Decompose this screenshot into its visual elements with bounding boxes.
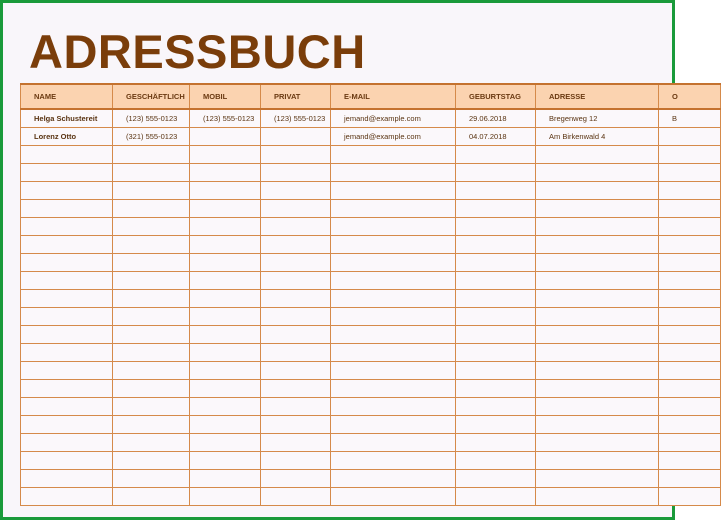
document-title: ADRESSBUCH [29, 25, 366, 78]
empty-cell[interactable] [190, 343, 261, 361]
empty-cell[interactable] [331, 199, 456, 217]
empty-cell[interactable] [113, 217, 190, 235]
empty-cell[interactable] [21, 145, 113, 163]
empty-cell[interactable] [113, 271, 190, 289]
empty-cell[interactable] [659, 487, 721, 505]
empty-cell[interactable] [261, 487, 331, 505]
empty-table-row [21, 235, 721, 253]
empty-cell[interactable] [331, 163, 456, 181]
empty-cell[interactable] [190, 145, 261, 163]
cell-address[interactable]: Am Birkenwald 4 [536, 127, 659, 145]
cell-birthday[interactable]: 29.06.2018 [456, 109, 536, 127]
empty-cell[interactable] [456, 181, 536, 199]
empty-cell[interactable] [21, 163, 113, 181]
empty-cell[interactable] [331, 487, 456, 505]
empty-cell[interactable] [261, 289, 331, 307]
empty-cell[interactable] [331, 415, 456, 433]
table-header-row [21, 84, 721, 109]
empty-table-row [21, 343, 721, 361]
empty-cell[interactable] [190, 433, 261, 451]
empty-cell[interactable] [659, 379, 721, 397]
empty-cell[interactable] [456, 145, 536, 163]
empty-table-row [21, 469, 721, 487]
empty-cell[interactable] [659, 415, 721, 433]
empty-cell[interactable] [331, 235, 456, 253]
cell-home-phone[interactable]: (123) 555-0123 [261, 109, 331, 127]
cell-business-phone[interactable]: (321) 555-0123 [113, 127, 190, 145]
empty-cell[interactable] [190, 199, 261, 217]
empty-cell[interactable] [331, 451, 456, 469]
empty-table-row [21, 217, 721, 235]
empty-cell[interactable] [190, 379, 261, 397]
empty-cell[interactable] [261, 181, 331, 199]
empty-cell[interactable] [21, 235, 113, 253]
empty-cell[interactable] [190, 181, 261, 199]
empty-cell[interactable] [456, 343, 536, 361]
empty-cell[interactable] [659, 343, 721, 361]
table-row [21, 109, 721, 127]
empty-cell[interactable] [21, 343, 113, 361]
empty-cell[interactable] [113, 343, 190, 361]
empty-cell[interactable] [261, 343, 331, 361]
column-header-business-phone[interactable]: GESCHÄFTLICH [113, 84, 190, 109]
empty-cell[interactable] [261, 253, 331, 271]
empty-cell[interactable] [21, 217, 113, 235]
cell-truncated[interactable]: B [659, 109, 721, 127]
empty-cell[interactable] [190, 487, 261, 505]
empty-table-row [21, 361, 721, 379]
empty-cell[interactable] [659, 181, 721, 199]
empty-cell[interactable] [21, 469, 113, 487]
address-table [20, 83, 721, 506]
empty-cell[interactable] [21, 433, 113, 451]
empty-cell[interactable] [536, 235, 659, 253]
empty-cell[interactable] [190, 325, 261, 343]
empty-table-row [21, 451, 721, 469]
empty-cell[interactable] [331, 469, 456, 487]
empty-cell[interactable] [456, 433, 536, 451]
cell-business-phone[interactable]: (123) 555-0123 [113, 109, 190, 127]
empty-cell[interactable] [261, 361, 331, 379]
empty-cell[interactable] [21, 271, 113, 289]
empty-cell[interactable] [331, 343, 456, 361]
column-header-truncated[interactable]: O [659, 84, 721, 109]
address-table-container [20, 83, 720, 506]
empty-cell[interactable] [659, 253, 721, 271]
empty-cell[interactable] [536, 469, 659, 487]
cell-mobile[interactable]: (123) 555-0123 [190, 109, 261, 127]
empty-cell[interactable] [536, 397, 659, 415]
empty-cell[interactable] [21, 451, 113, 469]
empty-cell[interactable] [190, 397, 261, 415]
empty-cell[interactable] [536, 181, 659, 199]
empty-cell[interactable] [113, 397, 190, 415]
empty-cell[interactable] [456, 307, 536, 325]
empty-cell[interactable] [21, 361, 113, 379]
empty-cell[interactable] [113, 361, 190, 379]
empty-cell[interactable] [456, 199, 536, 217]
empty-table-row [21, 397, 721, 415]
empty-cell[interactable] [21, 307, 113, 325]
empty-cell[interactable] [113, 325, 190, 343]
empty-cell[interactable] [536, 325, 659, 343]
empty-cell[interactable] [456, 361, 536, 379]
empty-cell[interactable] [261, 325, 331, 343]
cell-email[interactable]: jemand@example.com [331, 127, 456, 145]
empty-table-row [21, 289, 721, 307]
empty-cell[interactable] [21, 487, 113, 505]
empty-table-row [21, 145, 721, 163]
empty-cell[interactable] [659, 307, 721, 325]
empty-cell[interactable] [21, 415, 113, 433]
empty-cell[interactable] [21, 199, 113, 217]
empty-cell[interactable] [331, 181, 456, 199]
empty-cell[interactable] [456, 487, 536, 505]
empty-cell[interactable] [113, 181, 190, 199]
empty-cell[interactable] [190, 451, 261, 469]
empty-table-row [21, 379, 721, 397]
empty-cell[interactable] [261, 433, 331, 451]
empty-cell[interactable] [261, 307, 331, 325]
empty-cell[interactable] [456, 397, 536, 415]
empty-cell[interactable] [190, 163, 261, 181]
cell-truncated[interactable] [659, 127, 721, 145]
empty-cell[interactable] [456, 271, 536, 289]
empty-cell[interactable] [659, 451, 721, 469]
empty-cell[interactable] [113, 487, 190, 505]
column-header-name[interactable]: NAME [21, 84, 113, 109]
empty-cell[interactable] [113, 289, 190, 307]
empty-cell[interactable] [261, 451, 331, 469]
empty-cell[interactable] [261, 163, 331, 181]
empty-cell[interactable] [190, 415, 261, 433]
empty-cell[interactable] [21, 289, 113, 307]
empty-cell[interactable] [659, 433, 721, 451]
empty-cell[interactable] [113, 433, 190, 451]
empty-cell[interactable] [659, 235, 721, 253]
empty-cell[interactable] [659, 325, 721, 343]
empty-cell[interactable] [659, 217, 721, 235]
empty-cell[interactable] [331, 307, 456, 325]
empty-cell[interactable] [456, 289, 536, 307]
empty-cell[interactable] [536, 451, 659, 469]
empty-cell[interactable] [261, 469, 331, 487]
empty-cell[interactable] [113, 199, 190, 217]
cell-home-phone[interactable] [261, 127, 331, 145]
empty-table-row [21, 325, 721, 343]
column-header-address[interactable]: ADRESSE [536, 84, 659, 109]
empty-cell[interactable] [536, 307, 659, 325]
empty-cell[interactable] [536, 271, 659, 289]
empty-cell[interactable] [536, 379, 659, 397]
empty-cell[interactable] [536, 433, 659, 451]
empty-cell[interactable] [190, 469, 261, 487]
empty-cell[interactable] [659, 397, 721, 415]
empty-cell[interactable] [536, 415, 659, 433]
empty-cell[interactable] [261, 271, 331, 289]
empty-cell[interactable] [456, 415, 536, 433]
empty-cell[interactable] [536, 361, 659, 379]
empty-cell[interactable] [190, 307, 261, 325]
empty-cell[interactable] [456, 451, 536, 469]
empty-table-row [21, 253, 721, 271]
empty-cell[interactable] [331, 325, 456, 343]
empty-cell[interactable] [113, 379, 190, 397]
empty-cell[interactable] [331, 217, 456, 235]
empty-cell[interactable] [536, 253, 659, 271]
empty-cell[interactable] [331, 379, 456, 397]
empty-table-row [21, 163, 721, 181]
empty-cell[interactable] [261, 415, 331, 433]
empty-cell[interactable] [113, 235, 190, 253]
cell-mobile[interactable] [190, 127, 261, 145]
empty-cell[interactable] [261, 217, 331, 235]
empty-table-row [21, 307, 721, 325]
empty-cell[interactable] [536, 199, 659, 217]
cell-name[interactable]: Lorenz Otto [21, 127, 113, 145]
empty-cell[interactable] [536, 343, 659, 361]
empty-cell[interactable] [536, 163, 659, 181]
empty-table-row [21, 181, 721, 199]
empty-cell[interactable] [21, 253, 113, 271]
empty-cell[interactable] [536, 487, 659, 505]
empty-table-row [21, 199, 721, 217]
empty-cell[interactable] [190, 271, 261, 289]
empty-cell[interactable] [456, 325, 536, 343]
empty-cell[interactable] [113, 253, 190, 271]
empty-cell[interactable] [331, 271, 456, 289]
empty-cell[interactable] [113, 307, 190, 325]
empty-cell[interactable] [261, 379, 331, 397]
table-body [21, 109, 721, 505]
empty-cell[interactable] [659, 469, 721, 487]
empty-cell[interactable] [456, 163, 536, 181]
cell-address[interactable]: Bregenweg 12 [536, 109, 659, 127]
empty-cell[interactable] [659, 199, 721, 217]
empty-cell[interactable] [21, 379, 113, 397]
empty-cell[interactable] [659, 145, 721, 163]
empty-cell[interactable] [659, 163, 721, 181]
empty-cell[interactable] [21, 181, 113, 199]
empty-cell[interactable] [536, 289, 659, 307]
empty-cell[interactable] [190, 253, 261, 271]
empty-cell[interactable] [456, 235, 536, 253]
empty-table-row [21, 415, 721, 433]
empty-table-row [21, 487, 721, 505]
empty-cell[interactable] [190, 289, 261, 307]
column-header-email[interactable]: E-MAIL [331, 84, 456, 109]
empty-cell[interactable] [659, 361, 721, 379]
empty-cell[interactable] [659, 289, 721, 307]
column-header-birthday[interactable]: GEBURTSTAG [456, 84, 536, 109]
empty-cell[interactable] [456, 253, 536, 271]
empty-cell[interactable] [659, 271, 721, 289]
empty-cell[interactable] [113, 163, 190, 181]
table-row [21, 127, 721, 145]
column-header-mobile[interactable]: MOBIL [190, 84, 261, 109]
empty-cell[interactable] [21, 397, 113, 415]
empty-cell[interactable] [331, 145, 456, 163]
empty-cell[interactable] [113, 451, 190, 469]
empty-cell[interactable] [190, 235, 261, 253]
empty-cell[interactable] [113, 469, 190, 487]
column-header-home-phone[interactable]: PRIVAT [261, 84, 331, 109]
empty-cell[interactable] [113, 415, 190, 433]
cell-name[interactable]: Helga Schustereit [21, 109, 113, 127]
cell-email[interactable]: jemand@example.com [331, 109, 456, 127]
empty-cell[interactable] [536, 145, 659, 163]
empty-cell[interactable] [261, 397, 331, 415]
empty-cell[interactable] [456, 469, 536, 487]
empty-cell[interactable] [261, 235, 331, 253]
empty-cell[interactable] [190, 217, 261, 235]
empty-cell[interactable] [113, 145, 190, 163]
empty-table-row [21, 271, 721, 289]
empty-table-row [21, 433, 721, 451]
empty-cell[interactable] [331, 397, 456, 415]
cell-birthday[interactable]: 04.07.2018 [456, 127, 536, 145]
empty-cell[interactable] [536, 217, 659, 235]
empty-cell[interactable] [331, 433, 456, 451]
empty-cell[interactable] [331, 289, 456, 307]
empty-cell[interactable] [190, 361, 261, 379]
empty-cell[interactable] [261, 199, 331, 217]
empty-cell[interactable] [261, 145, 331, 163]
empty-cell[interactable] [21, 325, 113, 343]
empty-cell[interactable] [331, 253, 456, 271]
empty-cell[interactable] [456, 217, 536, 235]
empty-cell[interactable] [456, 379, 536, 397]
empty-cell[interactable] [331, 361, 456, 379]
